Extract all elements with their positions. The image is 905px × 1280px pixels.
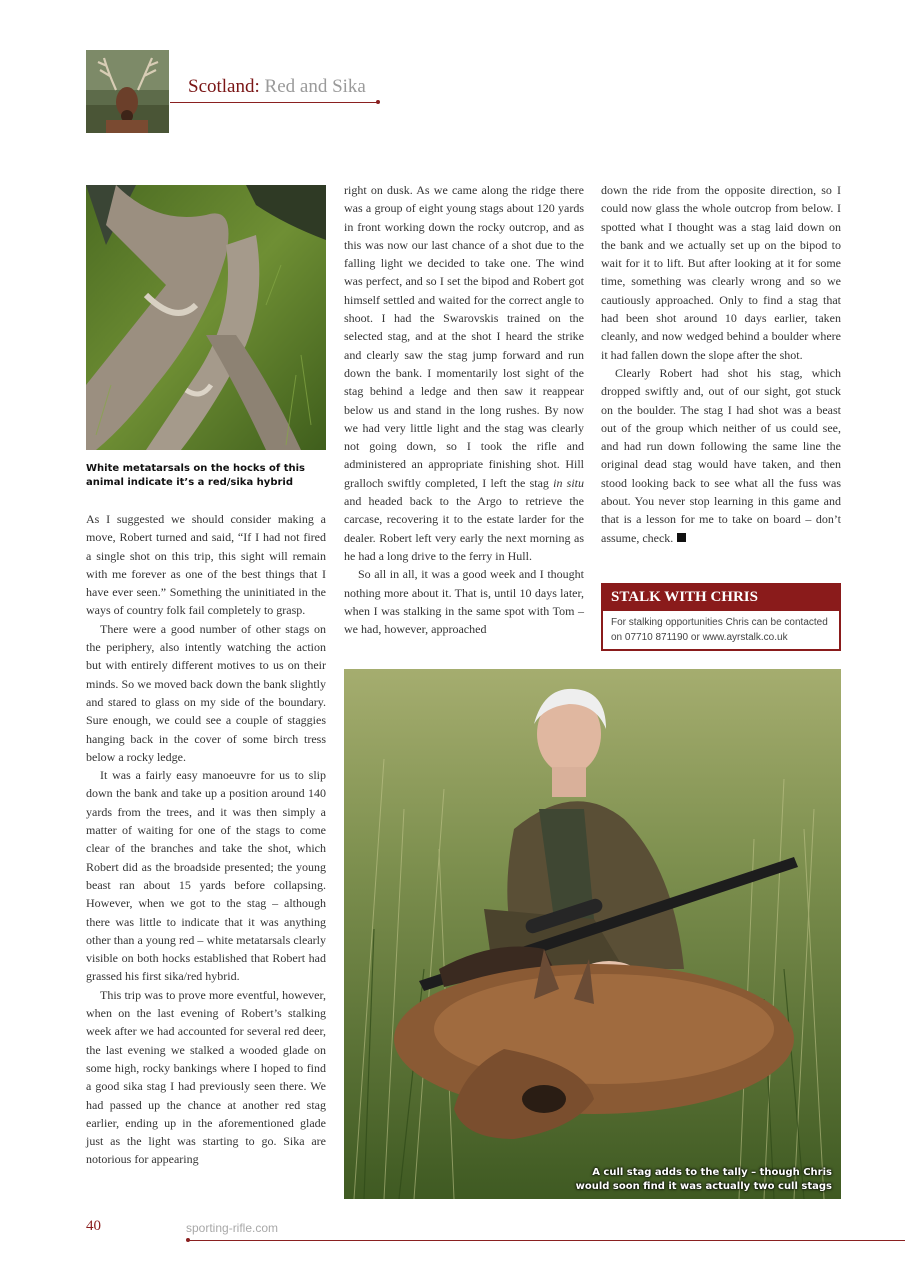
footer-rule (188, 1240, 905, 1241)
main-photo-caption: A cull stag adds to the tally – though Chris would soon find it was actually two cull stags (575, 1167, 832, 1192)
paragraph: It was a fairly easy manoeuvre for us to slip down the bank and take up a position around 140 yards from the trees, and it was then simply a matter of waiting for one of the stags to come clear of the branches and take the shot, which Robert did as the broadside presented; the young beast ran about 15 yards before collapsing. However, when we got to the stag – although there was little to indicate that it was anything other than a young red – white metatarsals clearly visible on both hocks established that Robert had grassed his first sika/red hybrid. (86, 768, 326, 984)
page-number: 40 (86, 1218, 101, 1234)
end-of-article-mark (677, 533, 686, 542)
box-body: For stalking opportunities Chris can be contacted on 07710 871190 or www.ayrstalk.co.uk (611, 617, 828, 643)
article-column-1 (86, 510, 326, 1169)
article-column-2 (344, 181, 584, 638)
paragraph: So all in all, it was a good week and I thought nothing more about it. That is, until 10 days later, when I was stalking in the same spot with Tom – we had, however, approached (344, 567, 584, 637)
box-title: STALK WITH CHRIS (603, 585, 839, 611)
paragraph-text: and headed back to the Argo to retrieve the carcase, recovering it to the estate larder for the dealer. Robert left very early the next morning as he had a long drive to the ferry in Hull. (344, 494, 584, 563)
paragraph: down the ride from the opposite direction, so I could now glass the whole outcrop from below. I spotted what I thought was a stag laid down on the bank and we actually set up on the bipod to wait for it to lift. But after looking at it for some time, something was clearly wrong and so we cautiously approached. Only to find a stag that had been shot around 10 days earlier, taken cleanly, and now wedged behind a boulder where it had fallen down the slope after the shot. (601, 183, 841, 362)
paragraph: As I suggested we should consider making a move, Robert turned and said, “If I had not fired a single shot on this trip, this sight will remain with me forever as one of the best things that I have ever seen.” Something the uninitiated in the ways of country folk fail completely to grasp. (86, 512, 326, 618)
section-title-subject: Red and Sika (264, 76, 366, 97)
hunter-with-stag-photo (344, 669, 841, 1199)
stalk-with-chris-box (601, 583, 841, 651)
italic-phrase: in situ (553, 475, 585, 490)
hybrid-legs-photo (86, 185, 326, 450)
section-title (188, 76, 366, 98)
paragraph (344, 181, 584, 565)
legs-photo-caption: White metatarsals on the hocks of this animal indicate it’s a red/sika hybrid (86, 463, 305, 488)
paragraph: This trip was to prove more eventful, however, when on the last evening of Robert’s stalking week after we had accounted for several red deer, the last evening we stalked a wooded glade on some high, rocky bankings where I hoped to find a good sika stag I had previously seen there. We had passed up the chance at another red stag earlier, ending up in the aforementioned glade just as the light was starting to go. Sika are notorious for appearing (86, 987, 326, 1167)
header-stag-thumbnail (86, 50, 169, 133)
paragraph: There were a good number of other stags on the periphery, also intently watching the action but with entirely different motives to us on their minds. So we moved back down the bank slightly and stared to glass on my side of the boundary. Sure enough, we could see a couple of staggies hanging back in the cover of some birch tress below a rocky ledge. (86, 621, 326, 764)
website-url: sporting-rifle.com (186, 1221, 279, 1235)
paragraph-text: Clearly Robert had shot his stag, which dropped swiftly and, out of our sight, got stuck on the boulder. The stag I had shot was a beast out of the group which neither of us could see, and had run down following the same line the original dead stag would have taken, and then stood looking back to see what all the fuss was about. You never stop learning in this game and that is a lesson for me to take on board – don’t assume, check. (601, 365, 841, 545)
paragraph-text: right on dusk. As we came along the ridge there was a group of eight young stags about 120 yards in front working down the rocky outcrop, and as this was now our last chance of a shot due to the falling light we decided to take one. The wind was perfect, and so I set the bipod and Robert got himself settled and waited for the correct angle to shoot. I had the Swarovskis trained on the selected stag, and at the shot I heard the strike and clearly saw the stag jump forward and run down the bank. I momentarily lost sight of the stag behind a ledge and then saw it reappear below us and stand in the long rushes. By now we had very little light and the stag was clearly not going down, so I took the rifle and administered an appropriate finishing shot. Hill gralloch swiftly completed, I left the stag (344, 183, 584, 490)
paragraph (601, 364, 841, 547)
header-rule (170, 102, 378, 103)
article-column-3 (601, 181, 841, 547)
section-title-region: Scotland: (188, 76, 260, 97)
